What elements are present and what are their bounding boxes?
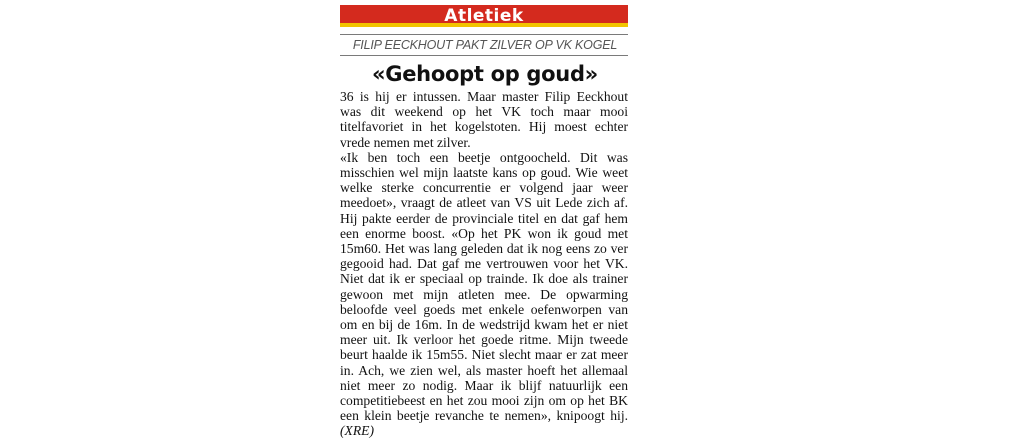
section-header xyxy=(340,5,628,27)
author-credit: (XRE) xyxy=(340,423,374,439)
paragraph-2 xyxy=(340,150,628,439)
paragraph-1: 36 is hij er intussen. Maar master Filip Eeckhout was dit weekend op het VK toch maar mooi titelfavoriet in het kogelstoten. Hij moest echter vrede nemen met zilver. xyxy=(340,89,628,150)
article-body xyxy=(340,89,628,439)
kicker-bottom-rule xyxy=(340,55,628,56)
headline: «Gehoopt op goud» xyxy=(372,62,598,86)
section-title: Atletiek xyxy=(444,6,524,26)
article-clipping xyxy=(340,5,630,439)
kicker: FILIP EECKHOUT PAKT ZILVER OP VK KOGEL xyxy=(352,38,618,52)
paragraph-2-text: «Ik ben toch een beetje ontgoocheld. Dit was misschien wel mijn laatste kans op goud. Wie weet welke sterke concurrentie er volgend jaar weer meedoet», vraagt de atleet van VS uit Lede zich af. Hij pakte eerder de provinciale titel en dat gaf hem een enorme boost. «Op het PK won ik goud met 15m60. Het was lang geleden dat ik nog eens zo ver gegooid had. Dat gaf me vertrouwen voor het VK. Niet dat ik er speciaal op trainde. Ik doe als trainer gewoon met mijn atleten mee. De opwarming beloofde veel goeds met enkele oefenworpen van om en bij de 16m. In de wedstrijd kwam het er niet meer uit. Ik verloor het goede ritme. Mijn tweede beurt haalde ik 15m55. Niet slecht maar er zat meer in. Ach, we zien wel, als master hoeft het allemaal niet meer zo nodig. Maar ik blijf natuurlijk een competitiebeest en het zou mooi zijn om op het BK een klein beetje revanche te nemen», knipoogt hij. xyxy=(340,149,628,424)
kicker-top-rule xyxy=(340,34,628,35)
